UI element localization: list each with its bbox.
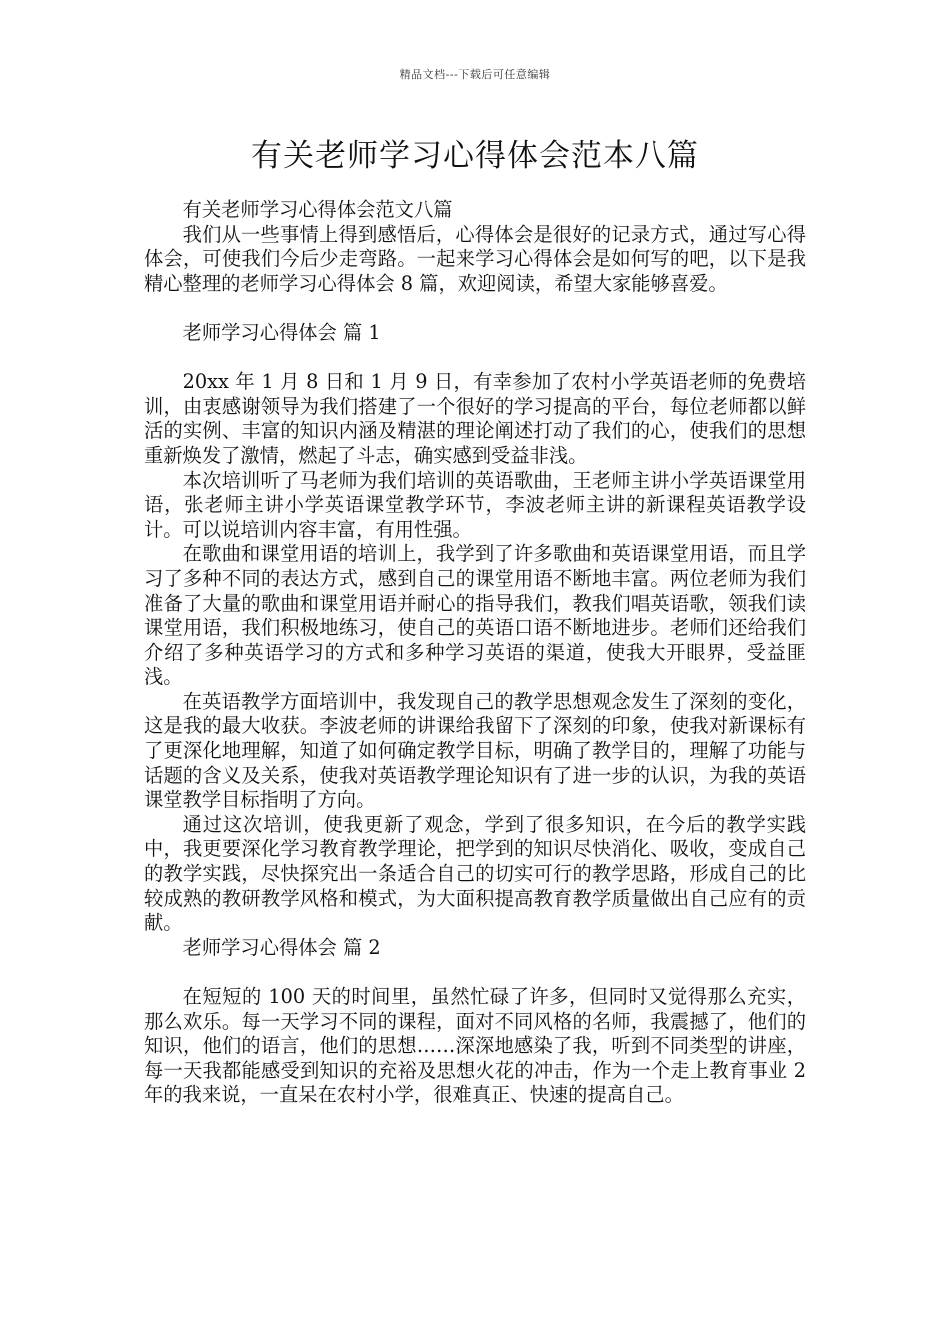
body-paragraph: 20xx 年 1 月 8 日和 1 月 9 日，有幸参加了农村小学英语老师的免费培训，由衷感谢领导为我们搭建了一个很好的学习提高的平台，每位老师都以鲜活的实例、丰富的知识内涵及精湛的理论阐述打动了我们的心，使我们的思想重新焕发了激情，燃起了斗志，确实感到受益非浅。: [144, 370, 806, 467]
body-paragraph: 在短短的 100 天的时间里，虽然忙碌了许多，但同时又觉得那么充实，那么欢乐。每一天学习不同的课程，面对不同风格的名师，我震撼了，他们的知识，他们的语言，他们的思想……深深地感染了我，听到不同类型的讲座，每一天我都能感受到知识的充裕及思想火花的冲击，作为一个走上教育事业 2 年的我来说，一直呆在农村小学，很难真正、快速的提高自己。: [144, 985, 806, 1107]
section-heading-2: 老师学习心得体会 篇 2: [182, 935, 381, 959]
body-paragraph: 通过这次培训，使我更新了观念，学到了很多知识，在今后的教学实践中，我更要深化学习教育教学理论，把学到的知识尽快消化、吸收，变成自己的教学实践，尽快探究出一条适合自己的切实可行的教学思路，形成自己的比较成熟的教研教学风格和模式，为大面积提高教育教学质量做出自己应有的贡献。: [144, 812, 806, 935]
intro-paragraph: 我们从一些事情上得到感悟后，心得体会是很好的记录方式，通过写心得体会，可使我们今后少走弯路。一起来学习心得体会是如何写的吧，以下是我精心整理的老师学习心得体会 8 篇，欢迎阅读，希望大家能够喜爱。: [144, 222, 806, 295]
document-title: 有关老师学习心得体会范本八篇: [251, 138, 699, 174]
body-paragraph: 本次培训听了马老师为我们培训的英语歌曲，王老师主讲小学英语课堂用语，张老师主讲小学英语课堂教学环节，李波老师主讲的新课程英语教学设计。可以说培训内容丰富，有用性强。: [144, 468, 806, 541]
page-header: 精品文档---下载后可任意编辑: [399, 68, 551, 81]
document-body: [144, 198, 806, 1108]
subtitle: 有关老师学习心得体会范文八篇: [182, 198, 453, 221]
section-heading-1: 老师学习心得体会 篇 1: [182, 320, 381, 344]
body-paragraph: 在英语教学方面培训中，我发现自己的教学思想观念发生了深刻的变化，这是我的最大收获。李波老师的讲课给我留下了深刻的印象，使我对新课标有了更深化地理解，知道了如何确定教学目标，明确了教学目的，理解了功能与话题的含义及关系，使我对英语教学理论知识有了进一步的认识，为我的英语课堂教学目标指明了方向。: [144, 689, 806, 812]
body-paragraph: 在歌曲和课堂用语的培训上，我学到了许多歌曲和英语课堂用语，而且学习了多种不同的表达方式，感到自己的课堂用语不断地丰富。两位老师为我们准备了大量的歌曲和课堂用语并耐心的指导我们，教我们唱英语歌，领我们读课堂用语，我们积极地练习，使自己的英语口语不断地进步。老师们还给我们介绍了多种英语学习的方式和多种学习英语的渠道，使我大开眼界，受益匪浅。: [144, 542, 806, 689]
